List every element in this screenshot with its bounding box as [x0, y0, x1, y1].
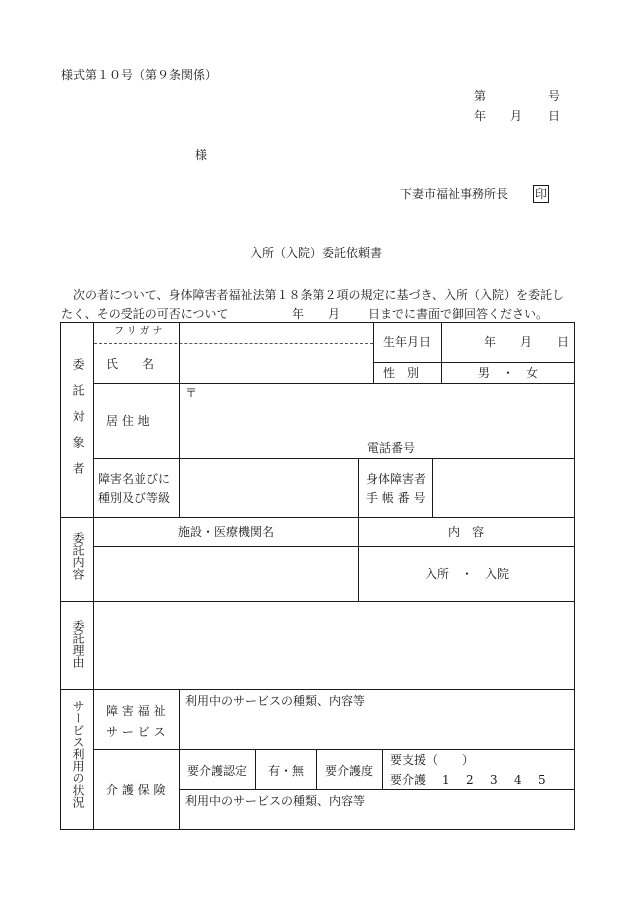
section-label-subject: 委託対象者	[71, 358, 85, 488]
care-needed-label: 要介護	[390, 773, 427, 787]
body-line-2-year: 年	[292, 307, 305, 321]
name-label: 氏 名	[106, 357, 155, 371]
seal-mark: 印	[534, 187, 547, 201]
care-grade-1: 1	[442, 773, 450, 787]
section-label-service: サービス利用の状況	[71, 700, 85, 808]
section-label-reason: 委託理由	[71, 620, 85, 668]
care-insurance-label: 介 護 保 険	[106, 783, 166, 797]
body-line-1: 次の者について、身体障害者福祉法第１８条第２項の規定に基づき、入所（入院）を委託し	[73, 288, 565, 302]
certificate-label-1: 身体障害者	[366, 472, 427, 486]
date-day: 日	[548, 109, 561, 123]
welfare-service-label-1: 障 害 福 祉	[106, 704, 166, 718]
sex-options: 男 ・ 女	[478, 366, 539, 380]
certificate-label-2: 手 帳 番 号	[366, 491, 426, 505]
document-title: 入所（入院）委託依頼書	[250, 246, 383, 260]
number-suffix: 号	[548, 89, 561, 103]
presence-options: 有・無	[268, 764, 305, 778]
welfare-service-label-2: サ ー ビ ス	[106, 725, 166, 739]
sender-name: 下妻市福祉事務所長	[400, 187, 509, 201]
support-needed-label: 要支援（ ）	[390, 753, 475, 767]
body-line-2-month: 月	[328, 307, 341, 321]
body-line-2-end: 日までに書面で御回答ください。	[368, 307, 549, 321]
disability-name-label-2: 種別及び等級	[98, 491, 171, 505]
furigana-label: フリガナ	[114, 326, 166, 337]
date-month: 月	[510, 109, 523, 123]
address-label: 居 住 地	[106, 414, 150, 428]
postal-mark: 〒	[185, 386, 198, 400]
sex-label: 性 別	[383, 366, 420, 380]
content-label: 内 容	[448, 525, 485, 539]
number-prefix: 第	[474, 89, 487, 103]
addressee-suffix: 様	[195, 148, 208, 162]
phone-label: 電話番号	[367, 441, 416, 455]
care-grade-3: 3	[490, 773, 498, 787]
care-grade-4: 4	[514, 773, 522, 787]
service-detail-label: 利用中のサービスの種類、内容等	[185, 694, 366, 708]
disability-name-label-1: 障害名並びに	[98, 472, 171, 486]
care-grade-2: 2	[466, 773, 474, 787]
birth-day-unit: 日	[557, 335, 570, 349]
admission-options: 入所 ・ 入院	[425, 567, 510, 581]
body-line-2a: たく、その受託の可否について	[61, 307, 229, 321]
date-year: 年	[474, 109, 487, 123]
care-level-label: 要介護度	[325, 764, 374, 778]
section-label-content: 委託内容	[71, 532, 85, 580]
facility-name-label: 施設・医療機関名	[178, 525, 275, 539]
care-service-detail-label: 利用中のサービスの種類、内容等	[185, 794, 366, 808]
care-grade-5: 5	[538, 773, 546, 787]
birth-year-unit: 年	[484, 335, 497, 349]
birth-date-label: 生年月日	[383, 335, 432, 349]
birth-month-unit: 月	[520, 335, 533, 349]
care-certification-label: 要介護認定	[187, 764, 248, 778]
form-number: 様式第１０号（第９条関係）	[61, 68, 218, 82]
